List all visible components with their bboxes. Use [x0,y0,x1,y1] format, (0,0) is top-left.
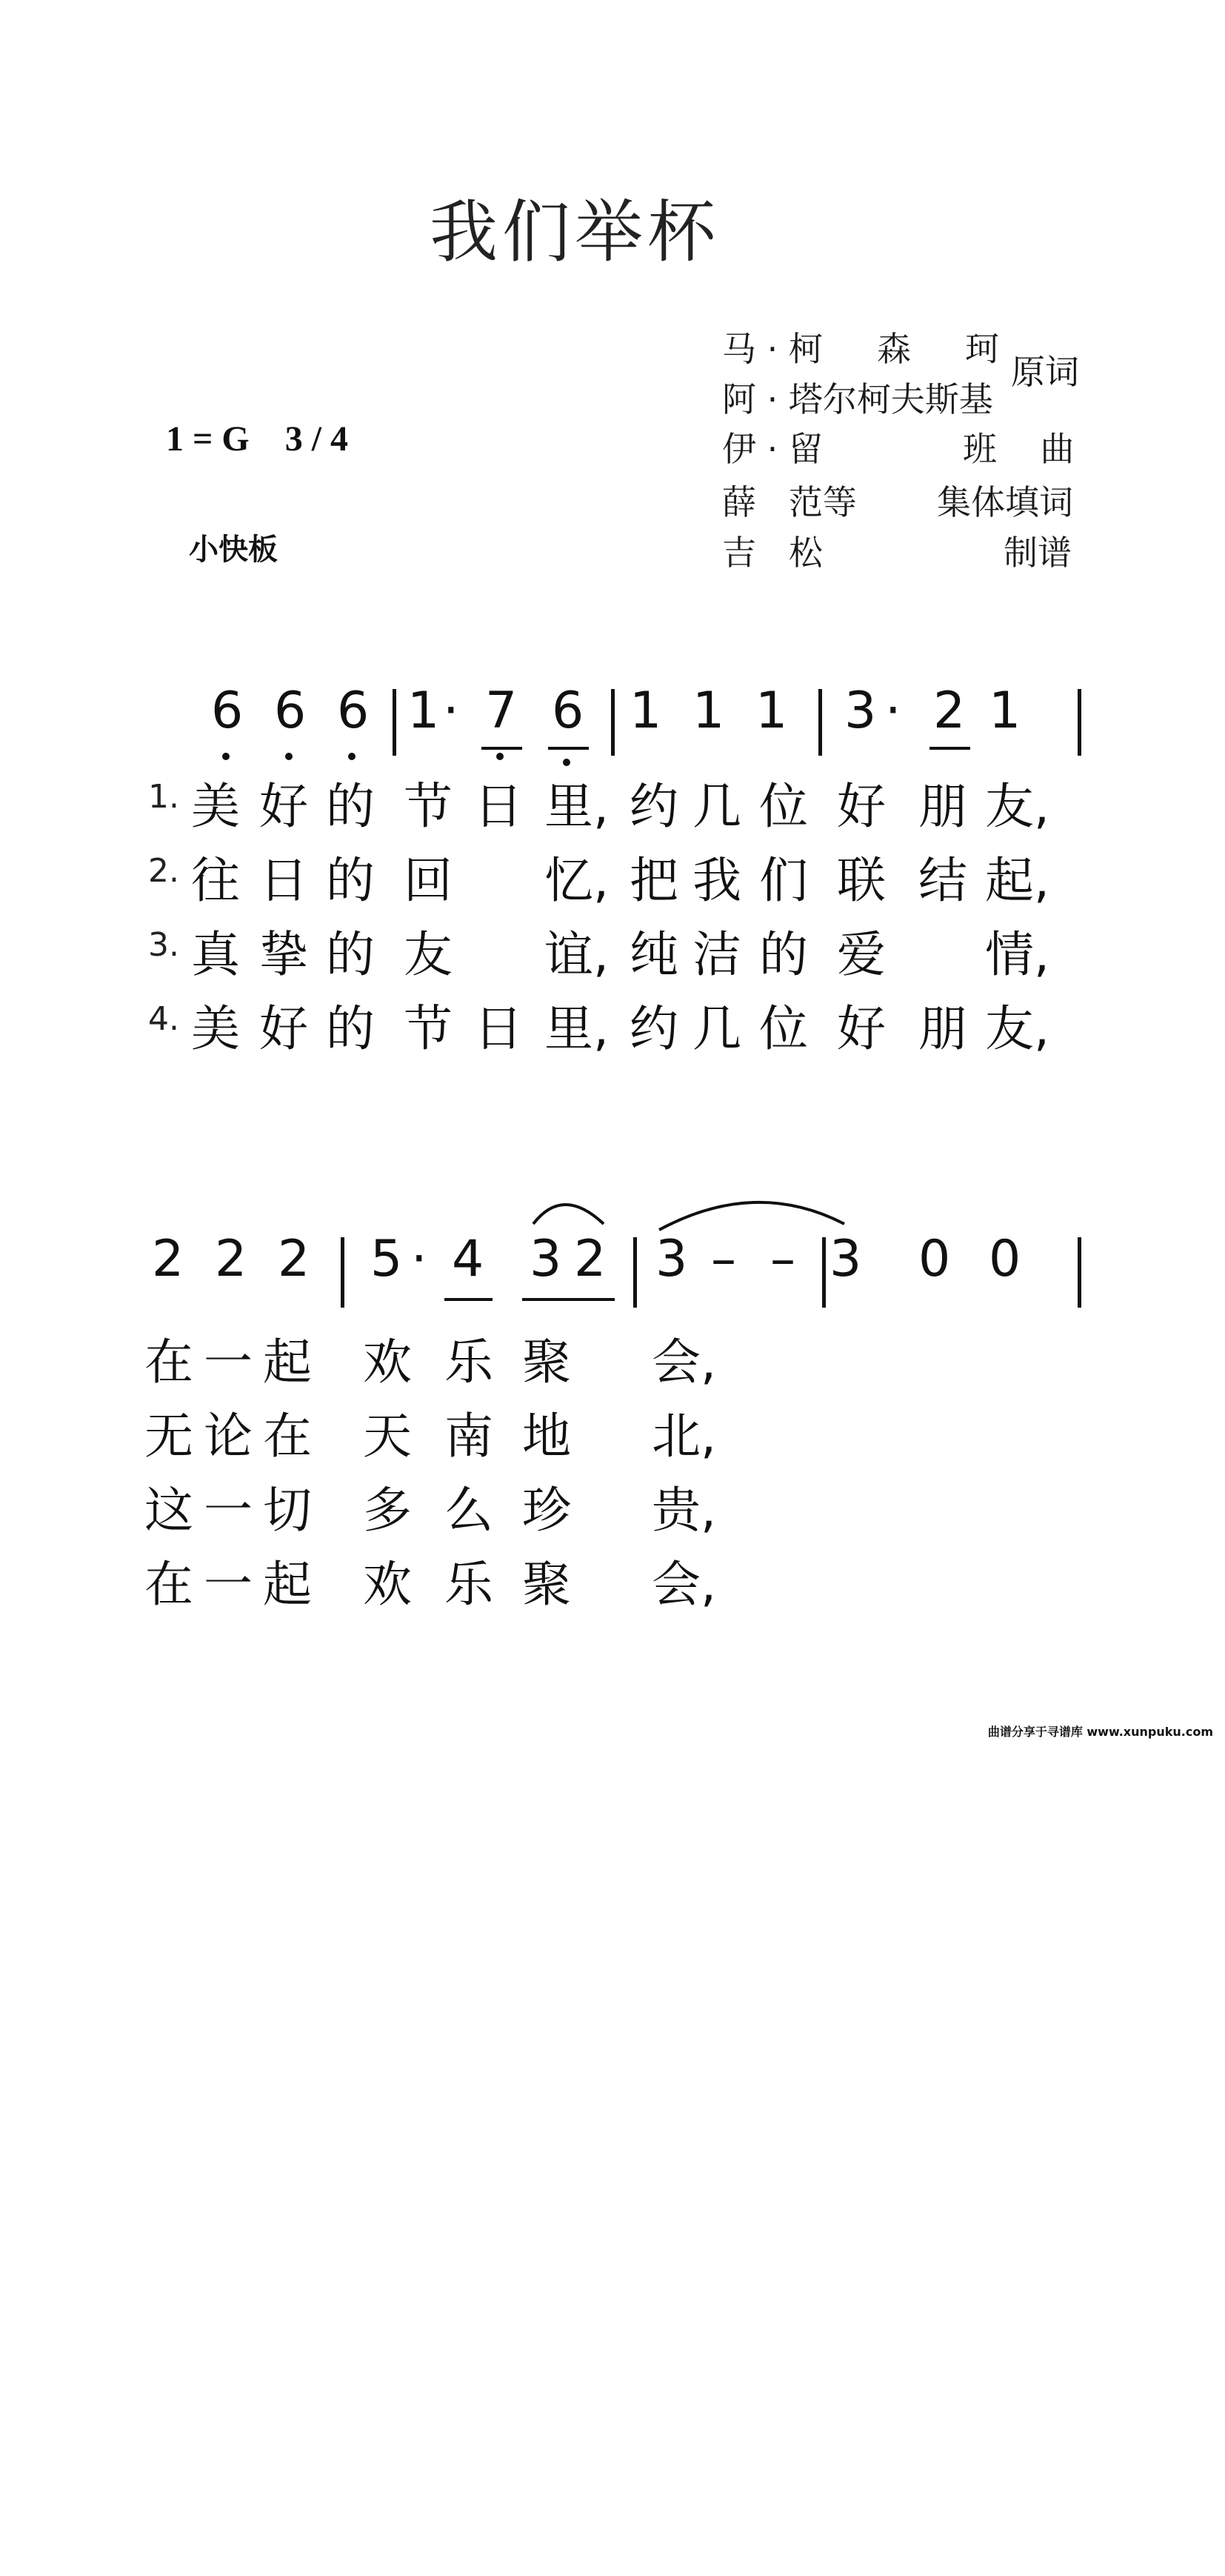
lyric-char: 节 [404,1000,453,1057]
time-signature: 3 / 4 [284,419,349,459]
lyric-char: 无 [144,1408,193,1465]
note: 2 [278,1230,310,1288]
lyric-char: 的 [326,778,375,835]
key: 1 = G [166,419,250,459]
lyric-char: 在 [144,1556,193,1613]
lyric-char: 忆, [544,852,609,909]
lyric-char: 欢 [363,1334,412,1391]
lyric-char: 在 [263,1408,312,1465]
bar-line [822,1237,826,1308]
lyric-char: 在 [144,1334,193,1391]
lyric-char: 位 [759,1000,808,1057]
note: 0 [918,1230,951,1288]
verse-number: 1. [148,778,179,816]
tie-arc [659,1202,844,1230]
bar-line [818,689,822,756]
verse-number: 4. [148,1000,179,1038]
lyric-char: 节 [404,778,453,835]
lyric-char: 多 [363,1482,412,1539]
eighth-underline [444,1298,493,1301]
credit-lyricist-name: 薛 范等 [722,482,857,522]
lyric-char: 几 [692,1000,741,1057]
lyric-char: 的 [326,926,375,983]
lyric-char: 乐 [444,1334,493,1391]
lyric-char: 会, [652,1334,716,1391]
note: 1 [407,682,440,740]
lyric-char: 友, [985,1000,1049,1057]
key-signature [148,378,348,459]
lyric-char: 美 [191,778,240,835]
note: 6 [211,682,244,740]
lyric-char: 聚 [522,1334,571,1391]
lyric-char: 珍 [522,1482,571,1539]
lyric-char: 好 [259,778,308,835]
lyric-char: 谊, [544,926,609,983]
lyric-char: 几 [692,778,741,835]
lyric-char: 的 [326,1000,375,1057]
note: 6 [337,682,370,740]
credit-writer1: 马 · 柯 森 珂 [722,329,1000,369]
note: 1 [692,682,725,740]
bar-line [1078,1237,1081,1308]
eighth-underline [929,747,970,750]
note: 0 [989,1230,1021,1288]
octave-dot [496,753,504,760]
lyric-char: 么 [444,1482,493,1539]
lyric-char: 位 [759,778,808,835]
credit-composer-name: 伊 · 留 [722,429,823,469]
song-title: 我们举杯 [430,193,721,272]
lyric-char: 会, [652,1556,716,1613]
note: 3 [830,1230,862,1288]
lyric-char: 起, [985,852,1049,909]
bar-line [1078,689,1081,756]
note: 1 [630,682,662,740]
lyric-char: 真 [191,926,240,983]
lyric-char: 的 [759,926,808,983]
lyric-char: 朋 [918,1000,967,1057]
octave-dot [563,759,570,766]
bar-line [341,1237,344,1308]
lyric-char: 日 [474,778,523,835]
lyric-char: 一 [204,1482,253,1539]
slur-arc [533,1205,604,1224]
bar-line [633,1237,637,1308]
lyric-char: 北, [652,1408,716,1465]
lyric-char: 我 [692,852,741,909]
octave-dot [348,753,356,760]
lyric-char: 贵, [652,1482,716,1539]
lyric-char: 好 [837,778,886,835]
lyric-char: 挚 [259,926,308,983]
dot-extension: · [443,682,459,740]
note: 3 [655,1230,688,1288]
lyric-char: 切 [263,1482,312,1539]
lyric-char: 欢 [363,1556,412,1613]
dash: – [770,1230,795,1288]
credit-arranger-name: 吉 松 [722,533,823,573]
note: 6 [274,682,307,740]
lyric-char: 日 [474,1000,523,1057]
lyric-char: 爱 [837,926,886,983]
lyric-char: 纯 [630,926,678,983]
dash: – [711,1230,736,1288]
note: 1 [989,682,1021,740]
notation-line-2 [0,1230,1225,1319]
eighth-underline [522,1298,615,1301]
note: 2 [152,1230,184,1288]
note: 7 [485,682,518,740]
lyric-char: 洁 [692,926,741,983]
lyric-char: 南 [444,1408,493,1465]
dot-extension: · [885,682,901,740]
verse-number: 2. [148,852,179,890]
lyric-char: 一 [204,1556,253,1613]
credit-original-lyrics-label: 原词 [1011,352,1079,392]
lyric-char: 聚 [522,1556,571,1613]
eighth-underline [481,747,522,750]
lyric-char: 起 [263,1334,312,1391]
credit-composer-role: 班 曲 [963,429,1075,469]
credit-writer2: 阿 · 塔尔柯夫斯基 [722,379,993,419]
notation-line-1 [0,682,1225,763]
lyric-char: 里, [544,778,609,835]
lyric-char: 的 [326,852,375,909]
octave-dot [285,753,293,760]
lyric-char: 们 [759,852,808,909]
note: 2 [933,682,966,740]
bar-line [611,689,615,756]
eighth-underline [548,747,589,750]
lyric-char: 日 [259,852,308,909]
lyric-char: 好 [837,1000,886,1057]
note: 5 [370,1230,403,1288]
lyric-char: 天 [363,1408,412,1465]
bar-line [393,689,396,756]
lyric-char: 这 [144,1482,193,1539]
lyric-char: 论 [204,1408,253,1465]
lyric-char: 情, [985,926,1049,983]
verse-number: 3. [148,926,179,964]
note: 4 [452,1230,484,1288]
lyric-char: 联 [837,852,886,909]
note: 1 [755,682,788,740]
octave-dot [222,753,230,760]
credit-arranger-role: 制谱 [1004,533,1072,573]
footer-source: 曲谱分享于寻谱库 www.xunpuku.com [987,1725,1213,1739]
lyric-char: 友 [404,926,453,983]
lyric-char: 好 [259,1000,308,1057]
lyric-char: 乐 [444,1556,493,1613]
lyric-char: 朋 [918,778,967,835]
lyric-char: 美 [191,1000,240,1057]
lyric-char: 起 [263,1556,312,1613]
note: 6 [552,682,584,740]
lyric-char: 往 [191,852,240,909]
note: 2 [574,1230,607,1288]
dot-extension: · [411,1230,427,1288]
note: 3 [844,682,877,740]
lyric-char: 友, [985,778,1049,835]
tempo-marking: 小快板 [189,533,278,567]
lyric-char: 地 [522,1408,571,1465]
note: 3 [530,1230,562,1288]
lyric-char: 一 [204,1334,253,1391]
lyric-char: 把 [630,852,678,909]
lyric-char: 里, [544,1000,609,1057]
lyric-char: 回 [404,852,453,909]
note: 2 [215,1230,247,1288]
lyric-char: 结 [918,852,967,909]
lyric-char: 约 [630,778,678,835]
lyric-char: 约 [630,1000,678,1057]
credit-lyricist-role: 集体填词 [937,482,1073,522]
